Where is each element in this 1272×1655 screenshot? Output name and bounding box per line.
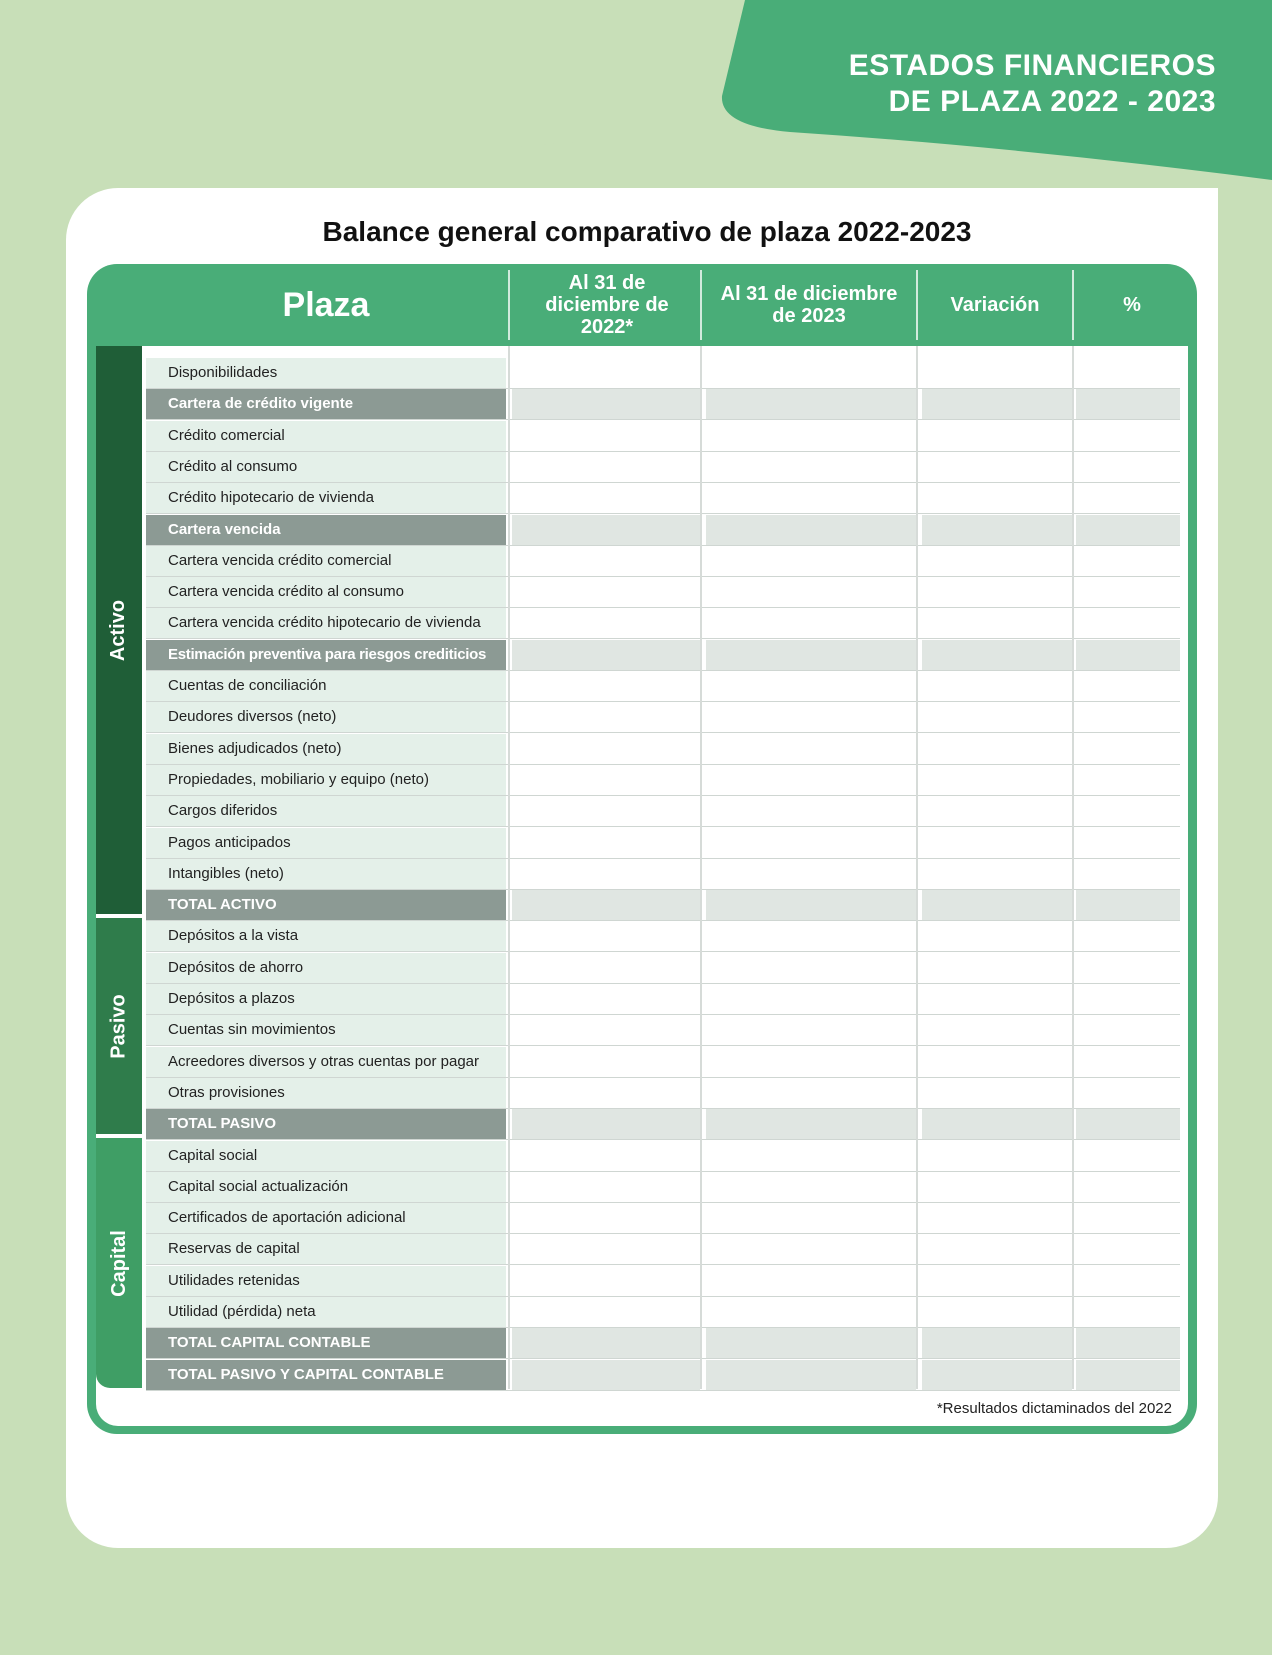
row-label: TOTAL PASIVO Y CAPITAL CONTABLE	[146, 1360, 506, 1390]
variacion-cell	[922, 953, 1072, 983]
percent-cell	[1076, 515, 1180, 545]
row-label: Disponibilidades	[146, 358, 506, 388]
row-label: Capital social actualización	[146, 1172, 506, 1202]
variacion-cell	[922, 984, 1072, 1014]
variacion-cell	[922, 1328, 1072, 1358]
value-2022-cell	[512, 1172, 700, 1202]
column-header-2022: Al 31 de diciembre de 2022*	[545, 272, 669, 338]
percent-cell	[1076, 796, 1180, 826]
value-2022-cell	[512, 1234, 700, 1264]
value-2023-cell	[706, 1328, 916, 1358]
value-2022-cell	[512, 734, 700, 764]
section-pasivo-label: Pasivo	[107, 993, 130, 1059]
value-2022-cell	[512, 389, 700, 419]
row-rule	[146, 1390, 1180, 1391]
table-row	[146, 1266, 1180, 1297]
table-row	[146, 1203, 1180, 1234]
table-row	[146, 483, 1180, 514]
percent-cell	[1076, 828, 1180, 858]
row-label: Certificados de aportación adicional	[146, 1203, 506, 1233]
table-row	[146, 765, 1180, 796]
percent-cell	[1076, 1078, 1180, 1108]
value-2023-cell	[706, 515, 916, 545]
percent-cell	[1076, 734, 1180, 764]
variacion-cell	[922, 640, 1072, 670]
percent-cell	[1076, 1172, 1180, 1202]
value-2022-cell	[512, 358, 700, 388]
table-row	[146, 1141, 1180, 1172]
percent-cell	[1076, 1360, 1180, 1390]
variacion-cell	[922, 546, 1072, 576]
row-label: Capital social	[146, 1141, 506, 1171]
value-2022-cell	[512, 640, 700, 670]
section-pasivo	[96, 918, 142, 1134]
value-2023-cell	[706, 1109, 916, 1139]
value-2022-cell	[512, 828, 700, 858]
row-label: Cartera vencida crédito al consumo	[146, 577, 506, 607]
row-label: Acreedores diversos y otras cuentas por pagar	[146, 1047, 506, 1077]
row-label: TOTAL CAPITAL CONTABLE	[146, 1328, 506, 1358]
header-divider	[1072, 270, 1074, 340]
table-subheader-row	[146, 1328, 1180, 1359]
variacion-cell	[922, 1234, 1072, 1264]
table-row	[146, 452, 1180, 483]
percent-cell	[1076, 1141, 1180, 1171]
table-row	[146, 796, 1180, 827]
value-2022-cell	[512, 483, 700, 513]
percent-cell	[1076, 1234, 1180, 1264]
page-title: Balance general comparativo de plaza 2022-2023	[322, 216, 972, 247]
row-label: Depósitos a la vista	[146, 921, 506, 951]
table-row	[146, 702, 1180, 733]
value-2022-cell	[512, 671, 700, 701]
header-divider	[916, 270, 918, 340]
row-label: Crédito al consumo	[146, 452, 506, 482]
value-2022-cell	[512, 1297, 700, 1327]
row-label: Depósitos a plazos	[146, 984, 506, 1014]
column-divider	[508, 346, 510, 1389]
variacion-cell	[922, 671, 1072, 701]
percent-cell	[1076, 483, 1180, 513]
row-label: Intangibles (neto)	[146, 859, 506, 889]
row-label: TOTAL PASIVO	[146, 1109, 506, 1139]
value-2023-cell	[706, 1360, 916, 1390]
table-row	[146, 1297, 1180, 1328]
section-capital-label: Capital	[107, 1229, 130, 1297]
percent-cell	[1076, 765, 1180, 795]
value-2023-cell	[706, 890, 916, 920]
section-activo	[96, 346, 142, 914]
variacion-cell	[922, 1047, 1072, 1077]
section-activo-label: Activo	[107, 599, 130, 661]
value-2022-cell	[512, 859, 700, 889]
row-label: Cuentas de conciliación	[146, 671, 506, 701]
value-2023-cell	[706, 671, 916, 701]
value-2022-cell	[512, 1266, 700, 1296]
row-label: Cartera vencida crédito hipotecario de vivienda	[146, 608, 506, 638]
table-subheader-row	[146, 1109, 1180, 1140]
value-2023-cell	[706, 1172, 916, 1202]
percent-cell	[1076, 984, 1180, 1014]
table-row	[146, 421, 1180, 452]
table-subheader-row	[146, 515, 1180, 546]
percent-cell	[1076, 1015, 1180, 1045]
percent-cell	[1076, 1109, 1180, 1139]
value-2023-cell	[706, 1078, 916, 1108]
variacion-cell	[922, 608, 1072, 638]
row-label: Pagos anticipados	[146, 828, 506, 858]
table-row	[146, 358, 1180, 389]
variacion-cell	[922, 765, 1072, 795]
value-2022-cell	[512, 765, 700, 795]
variacion-cell	[922, 421, 1072, 451]
section-capital	[96, 1138, 142, 1388]
percent-cell	[1076, 921, 1180, 951]
value-2023-cell	[706, 1266, 916, 1296]
percent-cell	[1076, 358, 1180, 388]
value-2022-cell	[512, 1141, 700, 1171]
header-line-1: ESTADOS FINANCIEROS	[848, 49, 1216, 82]
variacion-cell	[922, 483, 1072, 513]
percent-cell	[1076, 640, 1180, 670]
value-2023-cell	[706, 421, 916, 451]
percent-cell	[1076, 702, 1180, 732]
table-row	[146, 1047, 1180, 1078]
row-label: Utilidad (pérdida) neta	[146, 1297, 506, 1327]
value-2022-cell	[512, 953, 700, 983]
column-header-percent: %	[1123, 294, 1141, 316]
row-label: Depósitos de ahorro	[146, 953, 506, 983]
column-divider	[916, 346, 918, 1389]
header-line-2: DE PLAZA 2022 - 2023	[888, 85, 1216, 118]
value-2023-cell	[706, 1203, 916, 1233]
variacion-cell	[922, 890, 1072, 920]
variacion-cell	[922, 1266, 1072, 1296]
value-2022-cell	[512, 515, 700, 545]
value-2023-cell	[706, 859, 916, 889]
variacion-cell	[922, 358, 1072, 388]
value-2023-cell	[706, 1297, 916, 1327]
value-2023-cell	[706, 358, 916, 388]
value-2022-cell	[512, 984, 700, 1014]
row-label: Reservas de capital	[146, 1234, 506, 1264]
table-row	[146, 1078, 1180, 1109]
row-label: Utilidades retenidas	[146, 1266, 506, 1296]
value-2023-cell	[706, 734, 916, 764]
variacion-cell	[922, 452, 1072, 482]
variacion-cell	[922, 515, 1072, 545]
row-label: TOTAL ACTIVO	[146, 890, 506, 920]
footnote: *Resultados dictaminados del 2022	[936, 1400, 1172, 1417]
value-2022-cell	[512, 1360, 700, 1390]
value-2022-cell	[512, 1015, 700, 1045]
variacion-cell	[922, 389, 1072, 419]
row-label: Crédito comercial	[146, 421, 506, 451]
table-row	[146, 921, 1180, 952]
value-2022-cell	[512, 546, 700, 576]
value-2023-cell	[706, 984, 916, 1014]
table-subheader-row	[146, 890, 1180, 921]
value-2023-cell	[706, 640, 916, 670]
variacion-cell	[922, 1141, 1072, 1171]
table-subheader-row	[146, 1360, 1180, 1391]
percent-cell	[1076, 953, 1180, 983]
variacion-cell	[922, 577, 1072, 607]
row-label: Deudores diversos (neto)	[146, 702, 506, 732]
row-label: Otras provisiones	[146, 1078, 506, 1108]
table-row	[146, 546, 1180, 577]
table-row	[146, 828, 1180, 859]
value-2022-cell	[512, 1078, 700, 1108]
value-2023-cell	[706, 546, 916, 576]
percent-cell	[1076, 608, 1180, 638]
value-2022-cell	[512, 1109, 700, 1139]
header-title	[849, 48, 1216, 120]
row-label: Cuentas sin movimientos	[146, 1015, 506, 1045]
value-2022-cell	[512, 796, 700, 826]
column-header-2023: Al 31 de diciembre de 2023	[720, 283, 898, 327]
row-label: Cartera vencida	[146, 515, 506, 545]
row-label: Cargos diferidos	[146, 796, 506, 826]
value-2023-cell	[706, 1015, 916, 1045]
percent-cell	[1076, 421, 1180, 451]
value-2023-cell	[706, 1047, 916, 1077]
value-2022-cell	[512, 890, 700, 920]
value-2023-cell	[706, 702, 916, 732]
table-row	[146, 953, 1180, 984]
row-label: Crédito hipotecario de vivienda	[146, 483, 506, 513]
variacion-cell	[922, 1360, 1072, 1390]
percent-cell	[1076, 577, 1180, 607]
percent-cell	[1076, 546, 1180, 576]
variacion-cell	[922, 1297, 1072, 1327]
percent-cell	[1076, 389, 1180, 419]
value-2023-cell	[706, 921, 916, 951]
value-2022-cell	[512, 452, 700, 482]
value-2023-cell	[706, 1141, 916, 1171]
value-2022-cell	[512, 921, 700, 951]
variacion-cell	[922, 1015, 1072, 1045]
value-2022-cell	[512, 577, 700, 607]
value-2022-cell	[512, 608, 700, 638]
column-header-plaza: Plaza	[282, 286, 370, 324]
table-row	[146, 984, 1180, 1015]
value-2022-cell	[512, 421, 700, 451]
table-row	[146, 608, 1180, 639]
table-row	[146, 1172, 1180, 1203]
variacion-cell	[922, 828, 1072, 858]
variacion-cell	[922, 859, 1072, 889]
percent-cell	[1076, 1266, 1180, 1296]
value-2023-cell	[706, 483, 916, 513]
percent-cell	[1076, 452, 1180, 482]
table-row	[146, 734, 1180, 765]
percent-cell	[1076, 671, 1180, 701]
value-2023-cell	[706, 796, 916, 826]
value-2023-cell	[706, 953, 916, 983]
value-2023-cell	[706, 1234, 916, 1264]
row-label: Propiedades, mobiliario y equipo (neto)	[146, 765, 506, 795]
variacion-cell	[922, 921, 1072, 951]
value-2023-cell	[706, 765, 916, 795]
row-label: Estimación preventiva para riesgos crediticios	[146, 640, 506, 670]
table-subheader-row	[146, 640, 1180, 671]
table-row	[146, 671, 1180, 702]
percent-cell	[1076, 859, 1180, 889]
table-subheader-row	[146, 389, 1180, 420]
value-2023-cell	[706, 389, 916, 419]
row-label: Cartera de crédito vigente	[146, 389, 506, 419]
variacion-cell	[922, 702, 1072, 732]
row-label: Cartera vencida crédito comercial	[146, 546, 506, 576]
variacion-cell	[922, 1109, 1072, 1139]
row-label: Bienes adjudicados (neto)	[146, 734, 506, 764]
column-divider	[1072, 346, 1074, 1389]
header-divider	[700, 270, 702, 340]
value-2022-cell	[512, 702, 700, 732]
variacion-cell	[922, 1203, 1072, 1233]
percent-cell	[1076, 1047, 1180, 1077]
percent-cell	[1076, 1203, 1180, 1233]
variacion-cell	[922, 1078, 1072, 1108]
percent-cell	[1076, 1328, 1180, 1358]
value-2022-cell	[512, 1047, 700, 1077]
column-divider	[700, 346, 702, 1389]
table-row	[146, 1015, 1180, 1046]
value-2023-cell	[706, 608, 916, 638]
variacion-cell	[922, 1172, 1072, 1202]
table-row	[146, 577, 1180, 608]
column-header-variacion: Variación	[950, 294, 1040, 316]
percent-cell	[1076, 890, 1180, 920]
percent-cell	[1076, 1297, 1180, 1327]
table-row	[146, 859, 1180, 890]
value-2023-cell	[706, 828, 916, 858]
table-row	[146, 1234, 1180, 1265]
value-2022-cell	[512, 1328, 700, 1358]
value-2023-cell	[706, 452, 916, 482]
value-2023-cell	[706, 577, 916, 607]
value-2022-cell	[512, 1203, 700, 1233]
variacion-cell	[922, 796, 1072, 826]
variacion-cell	[922, 734, 1072, 764]
header-divider	[508, 270, 510, 340]
